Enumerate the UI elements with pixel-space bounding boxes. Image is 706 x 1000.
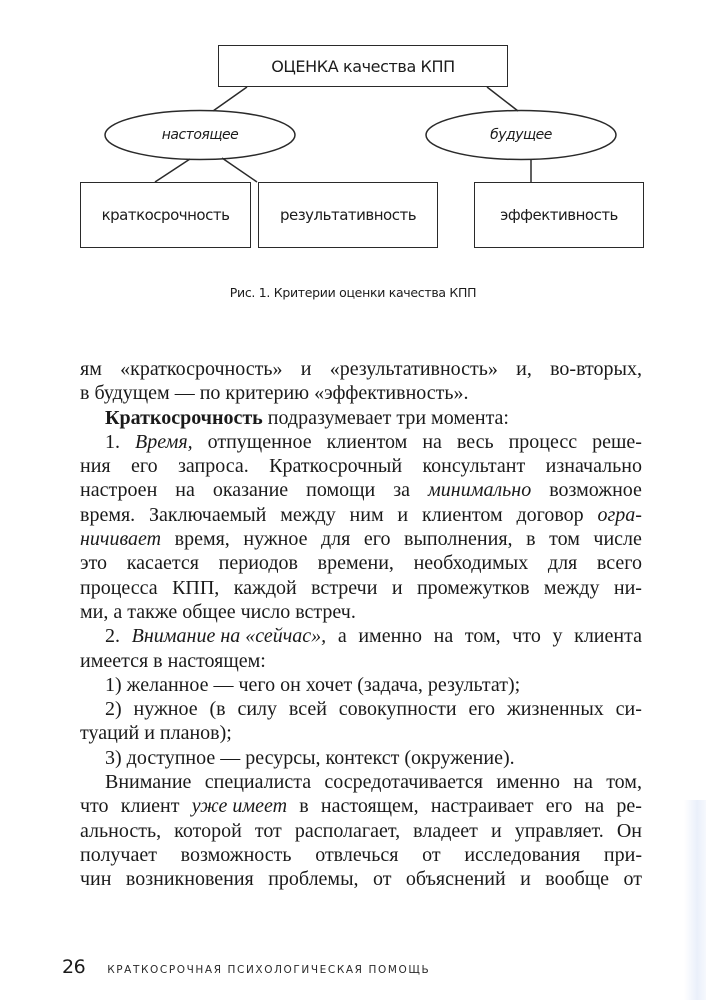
text-span: что (512, 625, 541, 648)
page-number: 26 (62, 956, 86, 978)
text-span: всего (596, 552, 642, 575)
text-span: на (422, 430, 442, 453)
text-line (80, 819, 642, 843)
text-span: ничивает (80, 528, 162, 551)
text-line (80, 794, 642, 818)
text-span: том, (464, 625, 501, 648)
text-line (80, 673, 642, 697)
text-line (80, 551, 642, 575)
text-span: настраивает (430, 795, 534, 818)
text-line (80, 503, 642, 527)
text-span: весь (456, 430, 494, 453)
text-span: в будущем — по критерию «эффективность». (80, 382, 469, 405)
text-span: уже имеет (191, 795, 288, 818)
text-span: и (490, 819, 502, 842)
scan-edge-tint (684, 800, 706, 1000)
text-span: туаций и планов); (80, 722, 232, 745)
diagram-root-box (218, 45, 508, 87)
text-line (80, 721, 642, 745)
group-label-present: настоящее (161, 127, 239, 143)
text-span: ним (349, 503, 384, 526)
text-span: 3) доступное — ресурсы, контекст (окружение). (105, 746, 515, 769)
text-span: Заключаемый (149, 503, 267, 526)
text-span: 1) желанное — чего он хочет (задача, результат); (105, 673, 521, 696)
running-head: КРАТКОСРОЧНАЯ ПСИХОЛОГИЧЕСКАЯ ПОМОЩЬ (107, 964, 431, 976)
text-span: том (549, 528, 580, 551)
connector-line (213, 87, 247, 111)
text-span: при- (603, 843, 642, 866)
text-span: его (131, 455, 158, 478)
text-line (80, 406, 642, 430)
text-span: в (299, 795, 309, 818)
text-span: Время, (134, 430, 193, 453)
text-line (80, 454, 642, 478)
text-span: возможное (549, 479, 642, 502)
figure-diagram (0, 0, 706, 260)
text-line (80, 430, 642, 454)
text-span: возникновения (125, 868, 254, 891)
text-line (80, 357, 642, 381)
text-span: касается (126, 552, 199, 575)
text-span: объяснений (405, 868, 506, 891)
text-span: ре- (616, 795, 642, 818)
text-span: и (300, 358, 312, 380)
text-line (80, 649, 642, 673)
text-span: встречи (311, 576, 378, 599)
text-span: ни- (613, 576, 642, 599)
text-span: промежутков (416, 576, 530, 599)
text-span: Внимание на «сейчас», (131, 625, 327, 648)
text-span: от (372, 868, 392, 891)
text-line (80, 478, 642, 502)
text-line (80, 867, 642, 891)
text-span: тот (254, 819, 282, 842)
text-span: между (280, 503, 336, 526)
text-line (80, 527, 642, 551)
text-span: отвлечься (315, 843, 399, 866)
text-span: на (584, 795, 605, 818)
text-span: от (623, 868, 642, 891)
text-span: проблемы, (268, 868, 359, 891)
text-span: изначально (545, 455, 642, 478)
text-span: 2) (105, 698, 122, 721)
text-span: Краткосрочный (269, 455, 403, 478)
text-span: совокупности (338, 698, 457, 721)
text-span: си- (615, 698, 642, 721)
text-span: процесса (80, 576, 158, 599)
text-span: располагает, (294, 819, 401, 842)
text-span: консультант (422, 455, 526, 478)
text-span: управляет. (514, 819, 604, 842)
text-span: для (547, 552, 578, 575)
connector-line (155, 159, 190, 182)
text-span: его (545, 795, 573, 818)
text-span: необходимых (413, 552, 529, 575)
text-span: Он (616, 819, 642, 842)
connector-line (222, 158, 257, 182)
text-span: получает (80, 843, 157, 866)
text-span: помощи (306, 479, 376, 502)
text-span: вообще (545, 868, 610, 891)
text-span: силу (237, 698, 278, 721)
text-span: и, (516, 358, 532, 380)
text-span: реше- (592, 430, 642, 453)
text-line (80, 746, 642, 770)
text-span: ям (80, 358, 102, 380)
text-span: и (391, 576, 403, 599)
text-span: от (422, 843, 441, 866)
criterion-box-brevity: краткосрочность (80, 182, 251, 248)
text-span: которой (174, 819, 242, 842)
group-label-future: будущее (490, 127, 552, 143)
text-span: «краткосрочность» (120, 358, 283, 380)
text-span: Внимание (105, 771, 192, 794)
text-span: именно (358, 625, 422, 648)
figure-caption: Рис. 1. Критерии оценки качества КПП (229, 285, 477, 300)
diagram-root-label: ОЦЕНКА качества КПП (271, 56, 455, 76)
connector-line (487, 87, 518, 111)
text-span: во-вторых, (550, 358, 642, 380)
text-span: специалиста (204, 771, 312, 794)
text-span: КПП, (172, 576, 220, 599)
text-span: всей (288, 698, 327, 721)
criterion-box-result: результативность (258, 182, 438, 248)
text-span: его (468, 698, 496, 721)
text-span: подразумевает три момента: (262, 406, 509, 429)
text-line (80, 600, 642, 624)
text-span: альность, (80, 819, 162, 842)
text-span: исследования (464, 843, 581, 866)
text-span: запроса. (178, 455, 249, 478)
text-span: чин (80, 868, 112, 891)
text-span: а (337, 625, 347, 648)
text-span: отпущенное (207, 430, 312, 453)
text-span: оказание (212, 479, 289, 502)
text-span: 2. (105, 625, 120, 648)
text-span: Краткосрочность (105, 406, 263, 429)
text-span: на (573, 771, 593, 794)
text-span: процесс (508, 430, 578, 453)
text-span: и (520, 868, 531, 891)
text-span: клиентом (326, 430, 408, 453)
text-span: нужное (243, 528, 308, 551)
text-span: именно (496, 771, 560, 794)
text-span: огра- (597, 503, 642, 526)
text-span: сосредотачивается (324, 771, 483, 794)
body-text (80, 357, 642, 892)
text-span: его (363, 528, 391, 551)
text-line (80, 381, 642, 405)
text-span: клиентом (421, 503, 503, 526)
text-span: на (433, 625, 454, 648)
text-span: за (393, 479, 411, 502)
text-span: клиента (574, 625, 642, 648)
text-span: для (321, 528, 351, 551)
text-span: клиент (120, 795, 180, 818)
text-span: имеется в настоящем: (80, 649, 266, 672)
text-span: владеет (413, 819, 478, 842)
text-line (80, 770, 642, 794)
text-span: время. (80, 503, 136, 526)
text-span: жизненных (506, 698, 604, 721)
text-span: выполнения, (404, 528, 513, 551)
text-span: время, (174, 528, 230, 551)
text-line (80, 697, 642, 721)
criterion-box-efficiency: эффективность (474, 182, 644, 248)
text-span: 1. (105, 430, 120, 453)
text-span: (в (209, 698, 226, 721)
text-span: возможность (180, 843, 292, 866)
text-span: числе (593, 528, 642, 551)
text-span: том, (606, 771, 642, 794)
text-line (80, 624, 642, 648)
text-span: каждой (233, 576, 297, 599)
text-span: договор (516, 503, 584, 526)
text-span: ния (80, 455, 111, 478)
text-span: в (526, 528, 536, 551)
text-span: времени, (317, 552, 394, 575)
text-span: это (80, 552, 108, 575)
text-span: ми, а также общее число встреч. (80, 600, 356, 623)
text-span: нужное (133, 698, 198, 721)
text-span: между (543, 576, 600, 599)
text-span: на (175, 479, 195, 502)
text-span: что (80, 795, 109, 818)
text-span: настоящем, (320, 795, 419, 818)
text-span: периодов (218, 552, 298, 575)
page-footer (62, 956, 430, 978)
text-span: «результативность» (329, 358, 498, 380)
text-span: и (397, 503, 409, 526)
text-line (80, 843, 642, 867)
text-line (80, 576, 642, 600)
text-span: минимально (428, 479, 532, 502)
text-span: настроен (80, 479, 158, 502)
text-span: у (552, 625, 563, 648)
